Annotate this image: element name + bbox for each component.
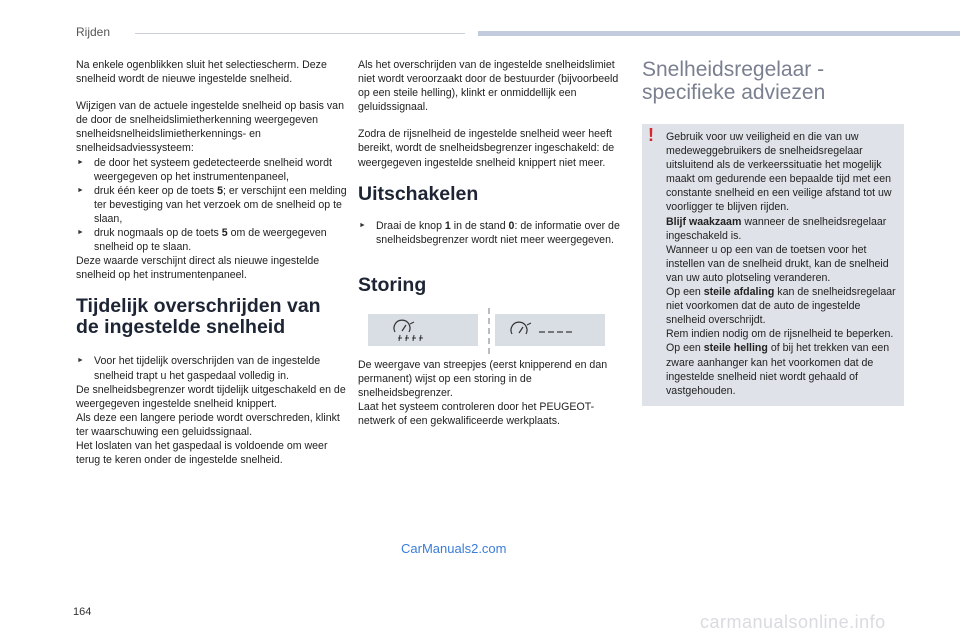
- column-middle: [358, 58, 626, 428]
- bullet-text: ; er verschijnt een melding ter bevestiging van het verzoek om de snelheid op te slaan,: [94, 184, 347, 225]
- display-panel-permanent: [495, 314, 605, 346]
- paragraph: Zodra de rijsnelheid de ingestelde snelheid weer heeft bereikt, wordt de snelheidsbegrenzer ingeschakeld: de weergegeven ingestelde snelheid knippert niet meer.: [358, 128, 615, 169]
- paragraph: De snelheidsbegrenzer wordt tijdelijk uitgeschakeld en de weergegeven ingestelde snelheid knippert.: [76, 383, 346, 410]
- bullet-item: [76, 184, 348, 226]
- emphasis: steile helling: [703, 342, 768, 355]
- bullet-text: de door het systeem gedetecteerde snelheid wordt weergegeven op het instrumentenpaneel,: [94, 156, 332, 183]
- paragraph-text: wanneer de snelheidsregelaar ingeschakeld is.: [666, 215, 887, 242]
- paragraph: Als deze een langere periode wordt overschreden, klinkt ter waarschuwing een geluidssignaal.: [76, 411, 340, 438]
- warning-icon: !: [648, 125, 654, 145]
- footer-url: carmanualsonline.info: [700, 612, 886, 632]
- header-accent-bar: [478, 31, 960, 36]
- key-label: 5: [217, 184, 223, 197]
- section-title: Rijden: [76, 25, 111, 39]
- paragraph-text: Op een: [666, 286, 704, 299]
- paragraph: Na enkele ogenblikken sluit het selectiescherm. Deze snelheid wordt de nieuwe ingestelde snelheid.: [76, 59, 327, 86]
- paragraph-text: kan de snelheidsregelaar niet voorkomen dat de auto de ingestelde snelheid overschrijdt.: [666, 286, 896, 327]
- column-left: [76, 58, 348, 467]
- key-label: 1: [444, 219, 451, 232]
- bullet-item: [358, 219, 626, 247]
- bullet-item: [76, 226, 348, 254]
- bullet-item: [76, 156, 348, 184]
- paragraph: Het loslaten van het gaspedaal is voldoende om weer terug te keren onder de ingestelde snelheid.: [76, 439, 328, 467]
- paragraph: Deze waarde verschijnt direct als nieuwe ingestelde snelheid op het instrumentenpaneel.: [76, 255, 320, 282]
- paragraph: [666, 285, 896, 327]
- figure-divider: [488, 308, 490, 354]
- key-label: 5: [221, 227, 228, 240]
- display-panel-flashing: [368, 314, 478, 346]
- section-heading: Tijdelijk overschrijden van de ingestelde snelheid: [76, 295, 321, 339]
- key-label: 0: [508, 219, 515, 232]
- bullet-item: [76, 354, 348, 382]
- warning-box: [642, 124, 904, 406]
- speedometer-dashes-icon: [368, 314, 478, 346]
- warning-text: [648, 125, 896, 398]
- column-right: [642, 58, 904, 406]
- section-heading: Storing: [358, 273, 427, 296]
- page-header: [0, 0, 960, 48]
- paragraph: Gebruik voor uw veiligheid en die van uw medeweggebruikers de snelheidsregelaar uitsluitend als de verkeerssituatie het mogelijk maakt om gedurende een bepaalde tijd met een constante snelheid en een veilige afstand tot uw voorligger te blijven rijden.: [666, 131, 892, 214]
- paragraph: [666, 341, 896, 397]
- bullet-text: Draai de knop: [376, 219, 445, 232]
- paragraph: Wijzigen van de actuele ingestelde snelheid op basis van de door de snelheidslimietherkenning weergegeven snelheidsnelheidslimietherkennings- en snelheidsadviessysteem:: [76, 100, 344, 155]
- bullet-text: om de weergegeven snelheid op te slaan.: [94, 227, 327, 254]
- section-heading: Uitschakelen: [358, 182, 479, 205]
- emphasis: Blijf waakzaam: [666, 215, 742, 228]
- header-rule: [135, 33, 465, 34]
- paragraph: Rem indien nodig om de rijsnelheid te beperken.: [666, 328, 894, 341]
- page-number: 164: [73, 606, 92, 618]
- emphasis: steile afdaling: [703, 286, 775, 299]
- paragraph: Laat het systeem controleren door het PEUGEOT-netwerk of een gekwalificeerde werkplaats.: [358, 401, 595, 428]
- bullet-text: Voor het tijdelijk overschrijden van de ingestelde snelheid trapt u het gaspedaal volledig in.: [94, 355, 321, 382]
- section-heading: Snelheidsregelaar - specifieke adviezen: [642, 58, 826, 104]
- bullet-text: druk één keer op de toets: [94, 184, 218, 197]
- paragraph-text: of bij het trekken van een zware aanhanger kan het voorkomen dat de ingestelde snelheid niet wordt gehaald of vastgehouden.: [666, 342, 890, 397]
- paragraph: [666, 215, 896, 243]
- bullet-text: in de stand: [450, 219, 509, 232]
- paragraph: Wanneer u op een van de toetsen voor het instellen van de snelheid drukt, kan de snelheid van uw auto plotseling veranderen.: [666, 243, 889, 284]
- bullet-text: druk nogmaals op de toets: [94, 227, 222, 240]
- paragraph: De weergave van streepjes (eerst knipperend en dan permanent) wijst op een storing in de snelheidsbegrenzer.: [358, 358, 608, 400]
- watermark-link[interactable]: CarManuals2.com: [401, 541, 507, 556]
- paragraph-text: Op een: [666, 342, 704, 355]
- paragraph: Als het overschrijden van de ingestelde snelheidslimiet niet wordt veroorzaakt door de bestuurder (bijvoorbeeld op een steile helling), klinkt er onmiddellijk een geluidssignaal.: [358, 59, 619, 114]
- speed-display-figure: [358, 308, 626, 354]
- speedometer-dashes-icon: [495, 314, 605, 346]
- bullet-text: : de informatie over de snelheidsbegrenzer wordt niet meer weergegeven.: [376, 219, 620, 246]
